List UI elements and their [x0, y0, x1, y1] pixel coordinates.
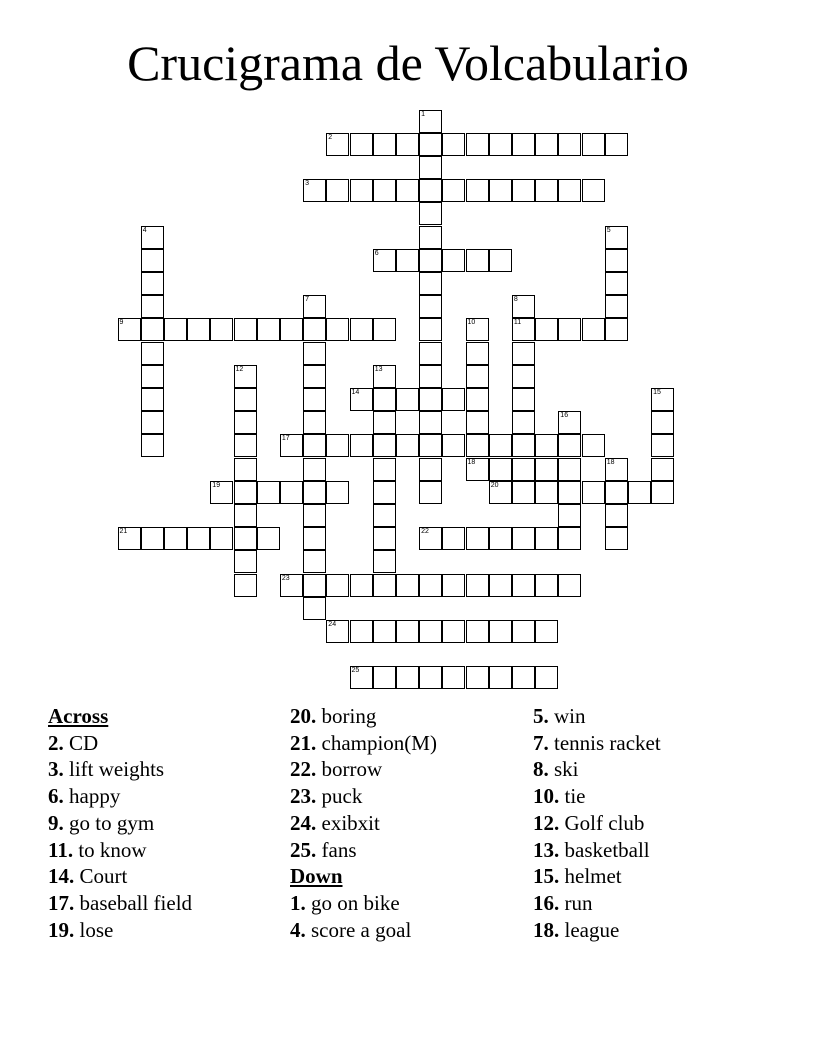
grid-cell[interactable]: [373, 550, 396, 573]
grid-cell[interactable]: [141, 527, 164, 550]
grid-cell[interactable]: [558, 458, 581, 481]
grid-cell[interactable]: [419, 318, 442, 341]
grid-cell[interactable]: [210, 318, 233, 341]
grid-cell[interactable]: [466, 574, 489, 597]
grid-cell[interactable]: [303, 365, 326, 388]
clue-down-8: 8. ski: [533, 757, 579, 782]
grid-cell[interactable]: [419, 527, 442, 550]
grid-cell[interactable]: [419, 411, 442, 434]
grid-cell[interactable]: [303, 179, 326, 202]
grid-cell[interactable]: [605, 133, 628, 156]
grid-cell[interactable]: [396, 574, 419, 597]
grid-cell[interactable]: [419, 434, 442, 457]
grid-cell[interactable]: [512, 295, 535, 318]
grid-cell[interactable]: [651, 481, 674, 504]
cell-number: 17: [281, 435, 290, 443]
grid-cell[interactable]: [466, 527, 489, 550]
grid-cell[interactable]: [373, 318, 396, 341]
grid-cell[interactable]: [466, 249, 489, 272]
grid-cell[interactable]: [535, 481, 558, 504]
grid-cell[interactable]: [558, 133, 581, 156]
grid-cell[interactable]: [651, 411, 674, 434]
grid-cell[interactable]: [419, 179, 442, 202]
grid-cell[interactable]: [419, 365, 442, 388]
clue-across-19: 19. lose: [48, 917, 114, 942]
grid-cell[interactable]: [512, 411, 535, 434]
clue-down-13: 13. basketball: [533, 837, 650, 862]
grid-cell[interactable]: [141, 388, 164, 411]
clue-column-1: [48, 703, 192, 943]
grid-cell[interactable]: [419, 666, 442, 689]
grid-cell[interactable]: [558, 411, 581, 434]
grid-cell[interactable]: [303, 295, 326, 318]
grid-cell[interactable]: [582, 179, 605, 202]
cell-number: 8: [513, 296, 518, 304]
grid-cell[interactable]: [257, 527, 280, 550]
clue-column-3: [533, 703, 661, 943]
grid-cell[interactable]: [442, 388, 465, 411]
grid-cell[interactable]: [396, 666, 419, 689]
grid-cell[interactable]: [350, 620, 373, 643]
grid-cell[interactable]: [187, 318, 210, 341]
cell-number: 12: [235, 365, 244, 373]
clue-down-18: 18. league: [533, 917, 620, 942]
clue-down-12: 12. Golf club: [533, 810, 645, 835]
grid-cell[interactable]: [442, 434, 465, 457]
grid-cell[interactable]: [466, 620, 489, 643]
grid-cell[interactable]: [512, 179, 535, 202]
grid-cell[interactable]: [605, 458, 628, 481]
grid-cell[interactable]: [303, 411, 326, 434]
grid-cell[interactable]: [512, 318, 535, 341]
grid-cell[interactable]: [512, 481, 535, 504]
grid-cell[interactable]: [512, 434, 535, 457]
grid-cell[interactable]: [350, 434, 373, 457]
grid-cell[interactable]: [141, 318, 164, 341]
grid-cell[interactable]: [280, 574, 303, 597]
across-heading: Across: [48, 704, 109, 728]
grid-cell[interactable]: [303, 434, 326, 457]
grid-cell[interactable]: [373, 133, 396, 156]
grid-cell[interactable]: [466, 133, 489, 156]
grid-cell[interactable]: [396, 249, 419, 272]
grid-cell[interactable]: [234, 411, 257, 434]
down-heading: Down: [290, 864, 343, 889]
grid-cell[interactable]: [582, 318, 605, 341]
cell-number: 3: [305, 180, 309, 188]
grid-cell[interactable]: [419, 202, 442, 225]
grid-cell[interactable]: [141, 365, 164, 388]
grid-cell[interactable]: [141, 295, 164, 318]
grid-cell[interactable]: [303, 481, 326, 504]
grid-cell[interactable]: [535, 574, 558, 597]
grid-cell[interactable]: [234, 550, 257, 573]
grid-cell[interactable]: [535, 458, 558, 481]
cell-number: 16: [560, 412, 569, 420]
grid-cell[interactable]: [350, 666, 373, 689]
grid-cell[interactable]: [303, 342, 326, 365]
grid-cell[interactable]: [466, 458, 489, 481]
grid-cell[interactable]: [141, 272, 164, 295]
grid-cell[interactable]: [582, 434, 605, 457]
clue-across-25: 25. fans: [290, 837, 357, 862]
grid-cell[interactable]: [280, 481, 303, 504]
grid-cell[interactable]: [558, 574, 581, 597]
grid-cell[interactable]: [373, 365, 396, 388]
grid-cell[interactable]: [373, 504, 396, 527]
grid-cell[interactable]: [558, 318, 581, 341]
grid-cell[interactable]: [141, 434, 164, 457]
puzzle-title: Crucigrama de Volcabulario: [127, 35, 689, 91]
grid-cell[interactable]: [535, 179, 558, 202]
cell-number: 14: [351, 388, 360, 396]
grid-cell[interactable]: [512, 365, 535, 388]
grid-cell[interactable]: [373, 179, 396, 202]
grid-cell[interactable]: [489, 574, 512, 597]
clue-across-2: 2. CD: [48, 730, 99, 755]
grid-cell[interactable]: [466, 666, 489, 689]
grid-cell[interactable]: [234, 388, 257, 411]
grid-cell[interactable]: [605, 295, 628, 318]
cell-number: 18: [606, 458, 615, 466]
grid-cell[interactable]: [442, 574, 465, 597]
grid-cell[interactable]: [489, 620, 512, 643]
grid-cell[interactable]: [419, 133, 442, 156]
grid-cell[interactable]: [535, 666, 558, 689]
grid-cell[interactable]: [373, 666, 396, 689]
cell-number: 22: [421, 528, 429, 536]
grid-cell[interactable]: [535, 527, 558, 550]
grid-cell[interactable]: [373, 458, 396, 481]
grid-cell[interactable]: [558, 527, 581, 550]
grid-cell[interactable]: [396, 388, 419, 411]
grid-cell[interactable]: [234, 458, 257, 481]
grid-cell[interactable]: [164, 527, 187, 550]
grid-cell[interactable]: [512, 574, 535, 597]
grid-cell[interactable]: [373, 481, 396, 504]
grid-cell[interactable]: [419, 342, 442, 365]
grid-cell[interactable]: [257, 318, 280, 341]
grid-cell[interactable]: [303, 597, 326, 620]
clue-across-17: 17. baseball field: [48, 890, 193, 915]
grid-cell[interactable]: [489, 481, 512, 504]
grid-cell[interactable]: [512, 342, 535, 365]
grid-cell[interactable]: [396, 133, 419, 156]
grid-cell[interactable]: [326, 481, 349, 504]
clue-across-11: 11. to know: [48, 837, 147, 862]
grid-cell[interactable]: [466, 342, 489, 365]
grid-cell[interactable]: [558, 504, 581, 527]
grid-cell[interactable]: [419, 620, 442, 643]
clue-across-21: 21. champion(M): [290, 730, 437, 755]
cell-number: 19: [212, 481, 221, 489]
grid-cell[interactable]: [350, 133, 373, 156]
grid-cell[interactable]: [210, 481, 233, 504]
grid-cell[interactable]: [326, 574, 349, 597]
clue-across-23: 23. puck: [290, 784, 363, 809]
cell-number: 23: [281, 574, 290, 582]
grid-cell[interactable]: [373, 249, 396, 272]
grid-cell[interactable]: [350, 318, 373, 341]
grid-cell[interactable]: [466, 434, 489, 457]
grid-cell[interactable]: [303, 550, 326, 573]
cell-number: 25: [351, 667, 360, 675]
grid-cell[interactable]: [350, 179, 373, 202]
grid-cell[interactable]: [326, 620, 349, 643]
grid-cell[interactable]: [419, 272, 442, 295]
clue-down-10: 10. tie: [533, 784, 586, 809]
grid-cell[interactable]: [234, 504, 257, 527]
grid-cell[interactable]: [234, 365, 257, 388]
grid-cell[interactable]: [489, 527, 512, 550]
grid-cell[interactable]: [442, 249, 465, 272]
grid-cell[interactable]: [373, 574, 396, 597]
grid-cell[interactable]: [605, 226, 628, 249]
grid-cell[interactable]: [442, 620, 465, 643]
grid-cell[interactable]: [605, 272, 628, 295]
grid-cell[interactable]: [605, 481, 628, 504]
grid-cell[interactable]: [512, 458, 535, 481]
clue-across-20: 20. boring: [290, 704, 377, 728]
grid-cell[interactable]: [512, 666, 535, 689]
grid-cell[interactable]: [535, 434, 558, 457]
grid-cell[interactable]: [419, 574, 442, 597]
grid-cell[interactable]: [303, 388, 326, 411]
grid-cell[interactable]: [442, 666, 465, 689]
grid-cell[interactable]: [512, 388, 535, 411]
grid-cell[interactable]: [234, 574, 257, 597]
clue-across-3: 3. lift weights: [48, 757, 165, 782]
grid-cell[interactable]: [466, 388, 489, 411]
grid-cell[interactable]: [303, 574, 326, 597]
grid-cell[interactable]: [396, 179, 419, 202]
grid-cell[interactable]: [558, 434, 581, 457]
grid-cell[interactable]: [303, 527, 326, 550]
grid-cell[interactable]: [373, 620, 396, 643]
cell-number: 1: [421, 110, 425, 118]
grid-cell[interactable]: [628, 481, 651, 504]
grid-cell[interactable]: [512, 527, 535, 550]
grid-cell[interactable]: [419, 226, 442, 249]
cell-number: 5: [606, 226, 611, 234]
grid-cell[interactable]: [164, 318, 187, 341]
grid-cell[interactable]: [466, 179, 489, 202]
clue-down-4: 4. score a goal: [290, 917, 412, 942]
grid-cell[interactable]: [326, 133, 349, 156]
clue-across-6: 6. happy: [48, 784, 121, 809]
cell-number: 24: [328, 620, 337, 628]
cell-number: 18: [467, 458, 476, 466]
grid-cell[interactable]: [651, 458, 674, 481]
grid-cell[interactable]: [605, 249, 628, 272]
grid-cell[interactable]: [396, 434, 419, 457]
grid-cell[interactable]: [419, 458, 442, 481]
grid-cell[interactable]: [280, 318, 303, 341]
grid-cell[interactable]: [442, 527, 465, 550]
grid-cell[interactable]: [582, 481, 605, 504]
grid-cell[interactable]: [234, 318, 257, 341]
grid-cell[interactable]: [558, 481, 581, 504]
cell-number: 10: [467, 319, 476, 327]
grid-cell[interactable]: [326, 318, 349, 341]
grid-cell[interactable]: [582, 133, 605, 156]
grid-cell[interactable]: [350, 388, 373, 411]
grid-cell[interactable]: [303, 504, 326, 527]
grid-cell[interactable]: [373, 411, 396, 434]
cell-number: 20: [490, 481, 499, 489]
grid-cell[interactable]: [605, 527, 628, 550]
grid-cell[interactable]: [419, 481, 442, 504]
grid-cell[interactable]: [535, 318, 558, 341]
grid-cell[interactable]: [373, 434, 396, 457]
cell-number: 6: [374, 249, 379, 257]
grid-cell[interactable]: [257, 481, 280, 504]
cell-number: 9: [119, 319, 124, 327]
grid-cell[interactable]: [373, 527, 396, 550]
grid-cell[interactable]: [118, 527, 141, 550]
clue-across-22: 22. borrow: [290, 757, 383, 782]
grid-cell[interactable]: [280, 434, 303, 457]
clue-down-7: 7. tennis racket: [533, 730, 661, 755]
grid-cell[interactable]: [303, 318, 326, 341]
grid-cell[interactable]: [234, 481, 257, 504]
clue-across-14: 14. Court: [48, 864, 128, 889]
grid-cell[interactable]: [187, 527, 210, 550]
grid-cell[interactable]: [489, 666, 512, 689]
grid-cell[interactable]: [373, 388, 396, 411]
grid-cell[interactable]: [605, 318, 628, 341]
grid-cell[interactable]: [489, 249, 512, 272]
clue-down-15: 15. helmet: [533, 864, 622, 889]
grid-cell[interactable]: [419, 156, 442, 179]
cell-number: 11: [513, 319, 522, 327]
grid-cell[interactable]: [535, 133, 558, 156]
grid-cell[interactable]: [512, 133, 535, 156]
grid-cell[interactable]: [535, 620, 558, 643]
grid-cell[interactable]: [489, 179, 512, 202]
grid-cell[interactable]: [303, 458, 326, 481]
grid-cell[interactable]: [141, 249, 164, 272]
grid-cell[interactable]: [466, 411, 489, 434]
grid-cell[interactable]: [419, 249, 442, 272]
cell-number: 7: [305, 296, 309, 304]
grid-cell[interactable]: [234, 434, 257, 457]
grid-cell[interactable]: [489, 133, 512, 156]
cell-number: 15: [653, 388, 661, 396]
clue-down-16: 16. run: [533, 890, 593, 915]
grid-cell[interactable]: [118, 318, 141, 341]
grid-cell[interactable]: [419, 388, 442, 411]
grid-cell[interactable]: [466, 318, 489, 341]
grid-cell[interactable]: [466, 365, 489, 388]
clue-column-2: [290, 703, 437, 943]
grid-cell[interactable]: [651, 388, 674, 411]
clue-down-1: 1. go on bike: [290, 890, 400, 915]
grid-cell[interactable]: [141, 411, 164, 434]
cell-number: 21: [119, 528, 128, 536]
grid-cell[interactable]: [605, 504, 628, 527]
grid-cell[interactable]: [442, 133, 465, 156]
grid-cell[interactable]: [558, 179, 581, 202]
grid-cell[interactable]: [396, 620, 419, 643]
grid-cell[interactable]: [326, 179, 349, 202]
grid-cell[interactable]: [489, 458, 512, 481]
grid-cell[interactable]: [419, 295, 442, 318]
clue-down-5: 5. win: [533, 704, 586, 728]
grid-cell[interactable]: [326, 434, 349, 457]
grid-cell[interactable]: [141, 342, 164, 365]
grid-cell[interactable]: [210, 527, 233, 550]
cell-number: 4: [142, 226, 147, 234]
clue-across-9: 9. go to gym: [48, 810, 155, 835]
cell-number: 2: [328, 133, 333, 141]
clue-across-24: 24. exibxit: [290, 810, 380, 835]
grid-cell[interactable]: [419, 110, 442, 133]
grid-cell[interactable]: [442, 179, 465, 202]
cell-number: 13: [374, 365, 383, 373]
grid-cell[interactable]: [512, 620, 535, 643]
grid-cell[interactable]: [651, 434, 674, 457]
grid-cell[interactable]: [234, 527, 257, 550]
grid-cell[interactable]: [350, 574, 373, 597]
grid-cell[interactable]: [489, 434, 512, 457]
grid-cell[interactable]: [141, 226, 164, 249]
